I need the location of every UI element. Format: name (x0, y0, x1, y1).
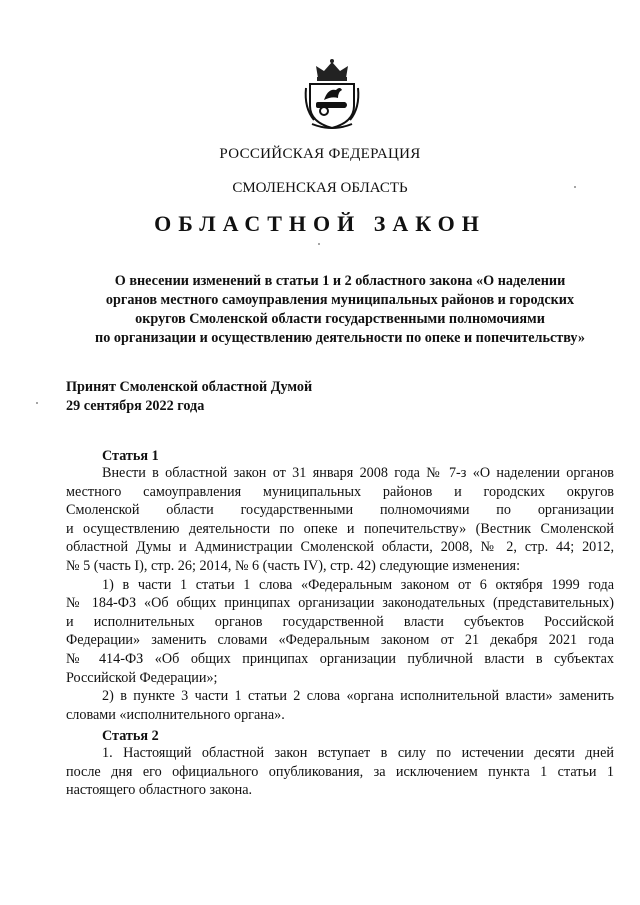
paragraph-line: Российской Федерации»; (66, 669, 218, 686)
article-2-text (66, 744, 614, 800)
title-line: органов местного самоуправления муниципальных районов и городских (105, 292, 575, 308)
adoption-info (66, 378, 312, 416)
paragraph-line: Смоленской области государственными полномочиями по организации (66, 502, 614, 519)
paragraph-line: словами «исполнительного органа». (66, 706, 285, 723)
title-line: по организации и осуществлению деятельности по опеке и попечительству» (95, 330, 585, 346)
scan-speck (318, 243, 320, 245)
paragraph-line: 1) в части 1 статьи 1 слова «Федеральным законом от 6 октября 1999 года (102, 576, 614, 593)
adoption-date: 29 сентября 2022 года (66, 398, 205, 414)
region-heading: СМОЛЕНСКАЯ ОБЛАСТЬ (232, 180, 408, 196)
federation-heading: РОССИЙСКАЯ ФЕДЕРАЦИЯ (219, 146, 421, 162)
article-1-text (66, 464, 614, 724)
paragraph-line: и исполнительных органов государственной власти субъектов Российской (66, 613, 614, 630)
scan-speck (574, 186, 576, 188)
paragraph-line: Федерации» заменить словами «Федеральным законом от 21 декабря 2021 года (66, 632, 614, 649)
title-line: О внесении изменений в статьи 1 и 2 областного закона «О наделении (114, 273, 566, 289)
paragraph-line: настоящего областного закона. (66, 782, 253, 799)
paragraph-line: 2) в пункте 3 части 1 статьи 2 слова «органа исполнительной власти» заменить (102, 688, 614, 705)
document-type-heading: ОБЛАСТНОЙ ЗАКОН (154, 211, 486, 236)
paragraph-line: областной Думы и Администрации Смоленской области, 2008, № 2, стр. 44; 2012, (66, 539, 614, 556)
law-title (60, 272, 620, 348)
title-line: округов Смоленской области государственными полномочиями (135, 311, 545, 327)
paragraph-line: 1. Настоящий областной закон вступает в силу по истечении десяти дней (102, 745, 614, 761)
article-2-heading: Статья 2 (102, 728, 159, 744)
article-1-heading: Статья 1 (102, 448, 159, 464)
scan-speck (36, 402, 38, 404)
paragraph-line: и осуществлению деятельности по опеке и попечительству» (Вестник Смоленской (66, 520, 614, 537)
paragraph-line: местного самоуправления муниципальных районов и городских округов (66, 483, 614, 500)
coat-of-arms-icon (302, 58, 362, 130)
paragraph-line: № 184-ФЗ «Об общих принципах организации законодательных (представительных) (66, 595, 614, 612)
paragraph-line: № 5 (часть I), стр. 26; 2014, № 6 (часть IV), стр. 42) следующие изменения: (66, 557, 521, 574)
adopting-body: Принят Смоленской областной Думой (66, 379, 313, 395)
paragraph-line: после дня его официального опубликования, за исключением пункта 1 статьи 1 (66, 763, 614, 780)
paragraph-line: № 414-ФЗ «Об общих принципах организации публичной власти в субъектах (66, 650, 614, 667)
paragraph-line: Внести в областной закон от 31 января 2008 года № 7-з «О наделении органов (102, 465, 614, 481)
